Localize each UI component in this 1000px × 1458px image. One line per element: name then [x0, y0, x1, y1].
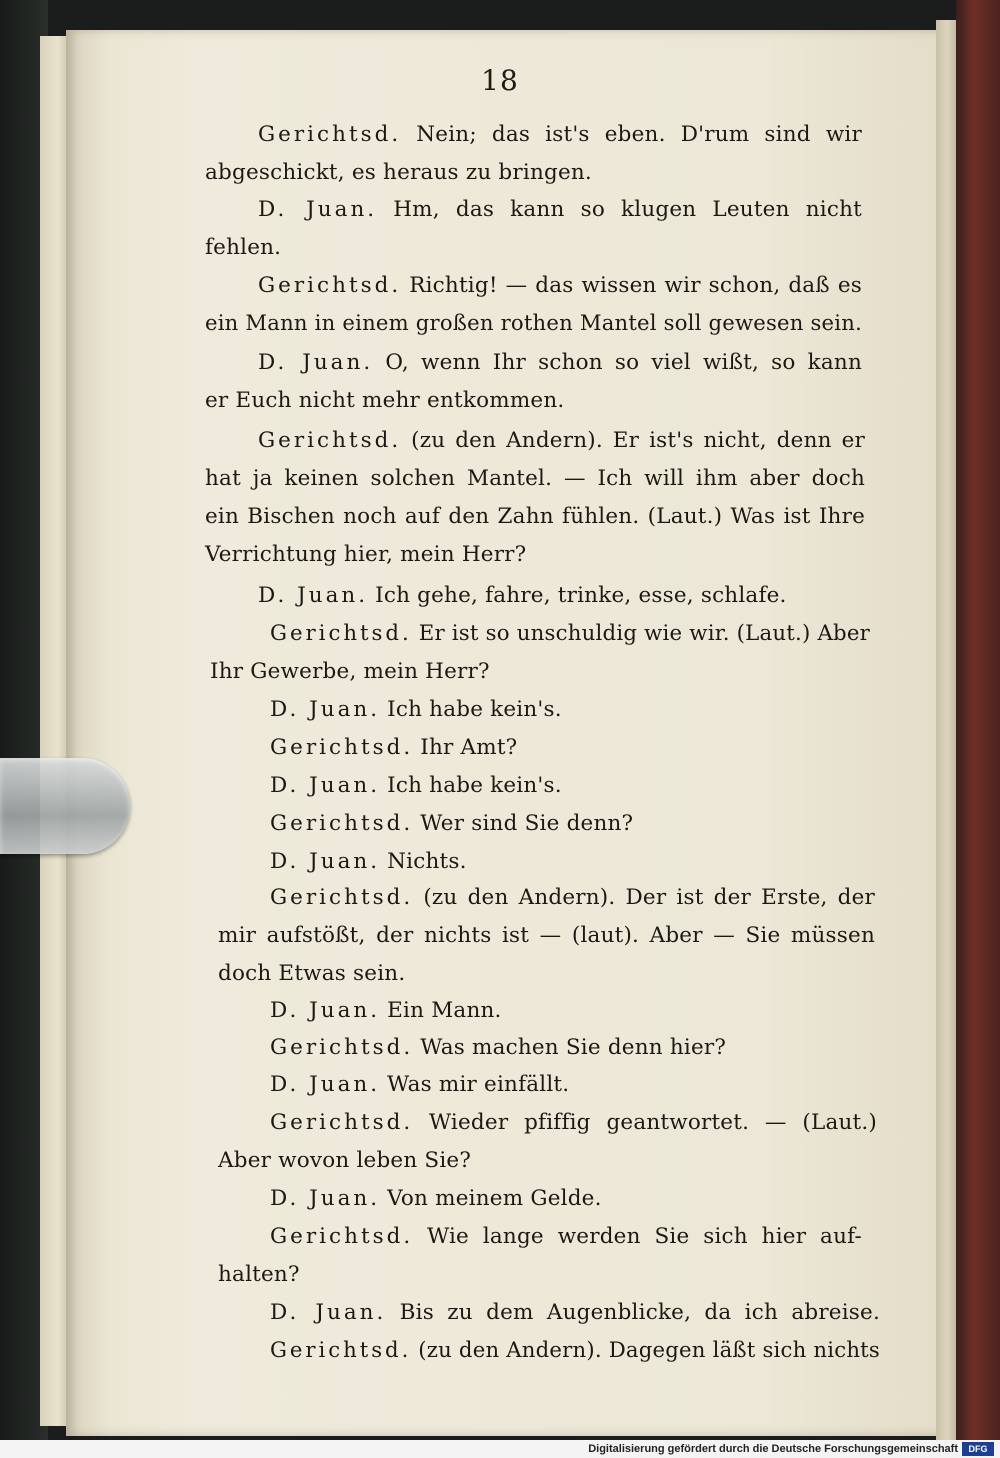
- speaker-name: Gerichtsd.: [270, 735, 414, 760]
- text-line: [218, 1148, 471, 1173]
- text-line: [205, 160, 592, 185]
- page-holder-clip: [0, 758, 130, 854]
- text-line: [205, 542, 526, 567]
- text-line: [270, 773, 562, 798]
- book-binding-right: [956, 0, 1000, 1440]
- speaker-name: D. Juan.: [270, 1072, 381, 1097]
- speaker-name: D. Juan.: [270, 1186, 381, 1211]
- speaker-name: D. Juan.: [270, 1300, 387, 1325]
- line-text: Ein Mann.: [387, 998, 502, 1023]
- speaker-name: Gerichtsd.: [270, 621, 412, 646]
- speaker-name: D. Juan.: [258, 583, 369, 608]
- line-text: hat ja keinen solchen Mantel. — Ich will ihm aber doch: [205, 466, 865, 491]
- text-line: [270, 885, 875, 910]
- text-line: [270, 998, 502, 1023]
- speaker-name: Gerichtsd.: [270, 1110, 414, 1135]
- speaker-name: D. Juan.: [258, 350, 374, 375]
- text-line: [270, 1224, 862, 1249]
- text-line: [218, 961, 405, 986]
- speaker-name: Gerichtsd.: [258, 428, 402, 453]
- line-text: Ihr Amt?: [420, 735, 518, 760]
- text-line: [258, 350, 862, 375]
- line-text: abgeschickt, es heraus zu bringen.: [205, 160, 592, 185]
- speaker-name: Gerichtsd.: [270, 885, 414, 910]
- text-line: [210, 659, 490, 684]
- line-text: halten?: [218, 1262, 300, 1287]
- speaker-name: Gerichtsd.: [270, 1035, 414, 1060]
- line-text: (zu den Andern). Er ist's nicht, denn er: [411, 428, 865, 453]
- text-line: [270, 1300, 880, 1325]
- text-line: [205, 235, 281, 260]
- text-line: [205, 466, 865, 491]
- line-text: Richtig! — das wissen wir schon, daß es: [409, 273, 862, 298]
- speaker-name: Gerichtsd.: [270, 1224, 414, 1249]
- line-text: Was machen Sie denn hier?: [420, 1035, 727, 1060]
- line-text: er Euch nicht mehr entkommen.: [205, 388, 565, 413]
- line-text: Bis zu dem Augenblicke, da ich abreise.: [399, 1300, 880, 1325]
- page-edges-right: [936, 20, 958, 1440]
- line-text: Wieder pfiffig geantwortet. — (Laut.): [429, 1110, 877, 1135]
- line-text: Ich habe kein's.: [387, 773, 562, 798]
- text-line: [270, 849, 467, 874]
- text-line: [205, 388, 564, 413]
- line-text: Wer sind Sie denn?: [420, 811, 634, 836]
- text-line: [270, 1110, 877, 1135]
- text-line: [270, 735, 517, 760]
- line-text: fehlen.: [205, 235, 282, 260]
- page-number: 18: [481, 64, 519, 97]
- text-line: [258, 197, 862, 222]
- text-line: [218, 923, 875, 948]
- speaker-name: D. Juan.: [270, 697, 381, 722]
- text-line: [218, 1262, 300, 1287]
- text-line: [205, 311, 862, 336]
- line-text: ein Mann in einem großen rothen Mantel soll gewesen sein.: [205, 311, 862, 336]
- line-text: Wie lange werden Sie sich hier auf-: [427, 1224, 862, 1249]
- line-text: (zu den Andern). Dagegen läßt sich nichts: [418, 1338, 880, 1363]
- line-text: Hm, das kann so klugen Leuten nicht: [393, 197, 862, 222]
- text-line: [270, 1338, 880, 1363]
- line-text: Ich gehe, fahre, trinke, esse, schlafe.: [375, 583, 787, 608]
- line-text: doch Etwas sein.: [218, 961, 406, 986]
- line-text: Was mir einfällt.: [387, 1072, 570, 1097]
- text-line: [270, 1072, 569, 1097]
- text-line: [258, 122, 862, 147]
- line-text: Er ist so unschuldig wie wir. (Laut.) Aber: [418, 621, 870, 646]
- line-text: (zu den Andern). Der ist der Erste, der: [423, 885, 875, 910]
- text-line: [205, 504, 865, 529]
- digitization-credit: Digitalisierung gefördert durch die Deutsche Forschungsgemeinschaft: [588, 1443, 958, 1455]
- line-text: Nein; das ist's eben. D'rum sind wir: [416, 122, 862, 147]
- text-line: [258, 273, 862, 298]
- text-line: [270, 1035, 726, 1060]
- speaker-name: Gerichtsd.: [270, 811, 414, 836]
- text-line: [258, 428, 865, 453]
- line-text: ein Bischen noch auf den Zahn fühlen. (Laut.) Was ist Ihre: [205, 504, 865, 529]
- speaker-name: D. Juan.: [258, 197, 378, 222]
- line-text: Ich habe kein's.: [387, 697, 562, 722]
- dfg-logo: DFG: [962, 1442, 994, 1456]
- speaker-name: Gerichtsd.: [270, 1338, 412, 1363]
- speaker-name: D. Juan.: [270, 998, 381, 1023]
- speaker-name: Gerichtsd.: [258, 273, 402, 298]
- speaker-name: Gerichtsd.: [258, 122, 402, 147]
- line-text: Nichts.: [387, 849, 467, 874]
- line-text: Aber wovon leben Sie?: [218, 1148, 472, 1173]
- text-line: [270, 1186, 602, 1211]
- line-text: Verrichtung hier, mein Herr?: [205, 542, 527, 567]
- line-text: Von meinem Gelde.: [387, 1186, 602, 1211]
- text-line: [270, 811, 633, 836]
- text-line: [270, 621, 870, 646]
- line-text: mir aufstößt, der nichts ist — (laut). Aber — Sie müssen: [218, 923, 875, 948]
- speaker-name: D. Juan.: [270, 773, 381, 798]
- speaker-name: D. Juan.: [270, 849, 381, 874]
- line-text: Ihr Gewerbe, mein Herr?: [210, 659, 490, 684]
- line-text: O, wenn Ihr schon so viel wißt, so kann: [385, 350, 862, 375]
- text-line: [258, 583, 787, 608]
- text-line: [270, 697, 562, 722]
